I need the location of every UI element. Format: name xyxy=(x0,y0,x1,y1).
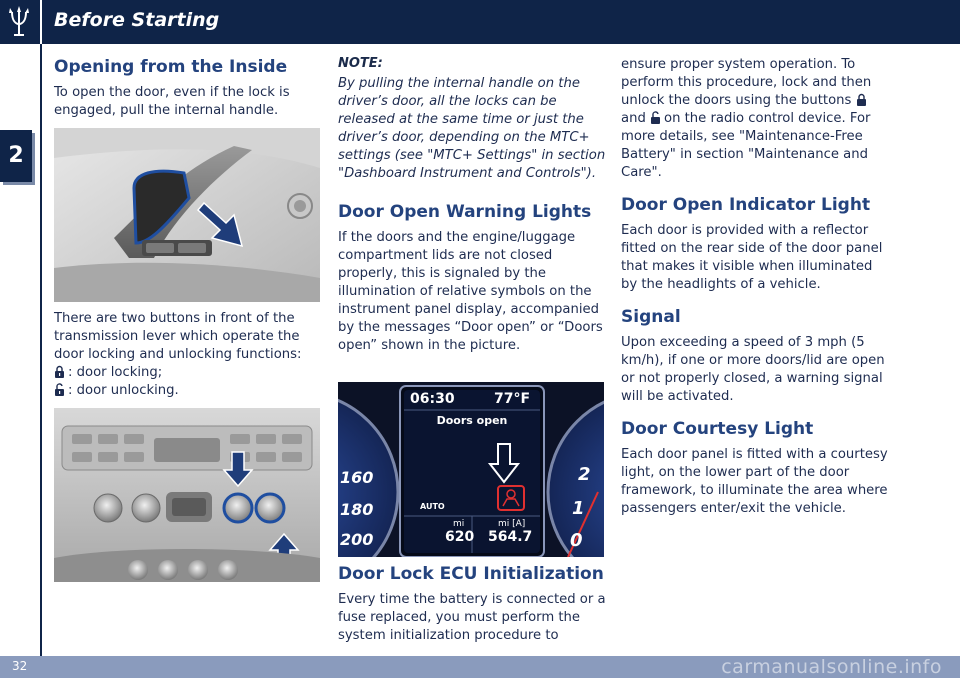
gauge-left-label-1: 160 xyxy=(340,468,374,487)
signal-text: Upon exceeding a speed of 3 mph (5 km/h), if one or more doors/lid are open or not properly closed, a warning signal will be activated. xyxy=(621,335,885,404)
lock-closed-icon xyxy=(54,365,65,378)
courtesy-text: Each door panel is fitted with a courtesy light, on the lower part of the door framework, to illuminate the area where passengers enter/exit the vehicle. xyxy=(621,447,888,516)
opening-intro-text: To open the door, even if the lock is engaged, pull the internal handle. xyxy=(54,85,290,118)
note-label: NOTE: xyxy=(338,56,383,71)
sidebar-line xyxy=(40,44,42,656)
heading-signal: Signal xyxy=(621,307,681,327)
trident-logo-icon xyxy=(0,0,38,44)
heading-door-open-warning: Door Open Warning Lights xyxy=(338,202,592,222)
ecu-continued-and: and xyxy=(621,111,646,126)
watermark: carmanualsonline.info xyxy=(721,656,942,678)
unlock-item-text: : door unlocking. xyxy=(68,383,179,398)
ecu-continued-part-b: on the radio control device. For more details, see "Maintenance-Free Battery" in section "Maintenance and Care". xyxy=(621,111,871,180)
column-3 xyxy=(621,56,889,518)
page-footer xyxy=(0,656,960,678)
door-handle-illustration xyxy=(54,128,320,302)
gauge-right-label-3: 0 xyxy=(570,530,583,551)
unlock-item xyxy=(54,382,322,400)
lock-item-text: : door locking; xyxy=(68,365,163,380)
page-header xyxy=(0,0,960,44)
note-text: By pulling the internal handle on the driver’s door, all the locks can be released at the same time or just the driver’s door, depending on the MTC+ settings (see "MTC+ Settings" in section "Dashboard Instrument and Controls"). xyxy=(338,76,606,181)
lock-open-icon xyxy=(54,383,65,396)
dash-time: 06:30 xyxy=(410,391,455,407)
column-1-lower xyxy=(54,310,322,400)
heading-courtesy-light: Door Courtesy Light xyxy=(621,419,814,439)
gauge-left-label-3: 200 xyxy=(340,530,374,549)
column-2-lower xyxy=(338,563,606,645)
buttons-description-text: There are two buttons in front of the transmission lever which operate the door locking and unlocking functions: xyxy=(54,311,302,362)
door-handle-photo xyxy=(54,128,320,302)
ecu-text: Every time the battery is connected or a fuse replaced, you must perform the system initialization procedure to xyxy=(338,592,606,643)
console-illustration xyxy=(54,408,320,582)
dashboard-display-photo xyxy=(338,382,604,557)
lock-item xyxy=(54,364,322,382)
dash-left-unit: mi xyxy=(453,519,465,529)
remote-lock-icon xyxy=(856,93,867,106)
gauge-right-label-2: 1 xyxy=(572,498,585,519)
dash-left-value: 620 xyxy=(445,529,475,545)
remote-unlock-icon xyxy=(650,111,661,124)
section-title: Before Starting xyxy=(54,9,220,31)
dash-right-unit: mi [A] xyxy=(498,519,526,529)
heading-opening-inside: Opening from the Inside xyxy=(54,57,288,77)
gauge-left-label-2: 180 xyxy=(340,500,374,519)
column-2 xyxy=(338,56,606,355)
dash-temp: 77°F xyxy=(494,391,531,407)
dash-mode: AUTO xyxy=(420,502,445,511)
ecu-continued-text xyxy=(621,56,889,182)
warning-text: If the doors and the engine/luggage compartment lids are not closed properly, this is signaled by the illumination of relative symbols on the instrument panel display, accompanied by the messages “Door open” or “Doors open” shown in the picture. xyxy=(338,230,603,353)
chapter-tab[interactable]: 2 xyxy=(0,130,32,182)
page-number: 32 xyxy=(12,659,28,673)
dash-message: Doors open xyxy=(436,414,508,427)
ecu-continued-part-a: ensure proper system operation. To perform this procedure, lock and then unlock the doors using the buttons xyxy=(621,57,872,108)
dash-right-value: 564.7 xyxy=(488,529,533,545)
console-buttons-photo xyxy=(54,408,320,582)
heading-ecu-init: Door Lock ECU Initialization xyxy=(338,564,604,584)
header-divider xyxy=(40,0,42,44)
gauge-right-label-1: 2 xyxy=(578,464,591,485)
indicator-text: Each door is provided with a reflector fitted on the rear side of the door panel that makes it visible when illuminated by the headlights of a vehicle. xyxy=(621,223,883,292)
heading-indicator-light: Door Open Indicator Light xyxy=(621,195,871,215)
column-1 xyxy=(54,56,322,120)
